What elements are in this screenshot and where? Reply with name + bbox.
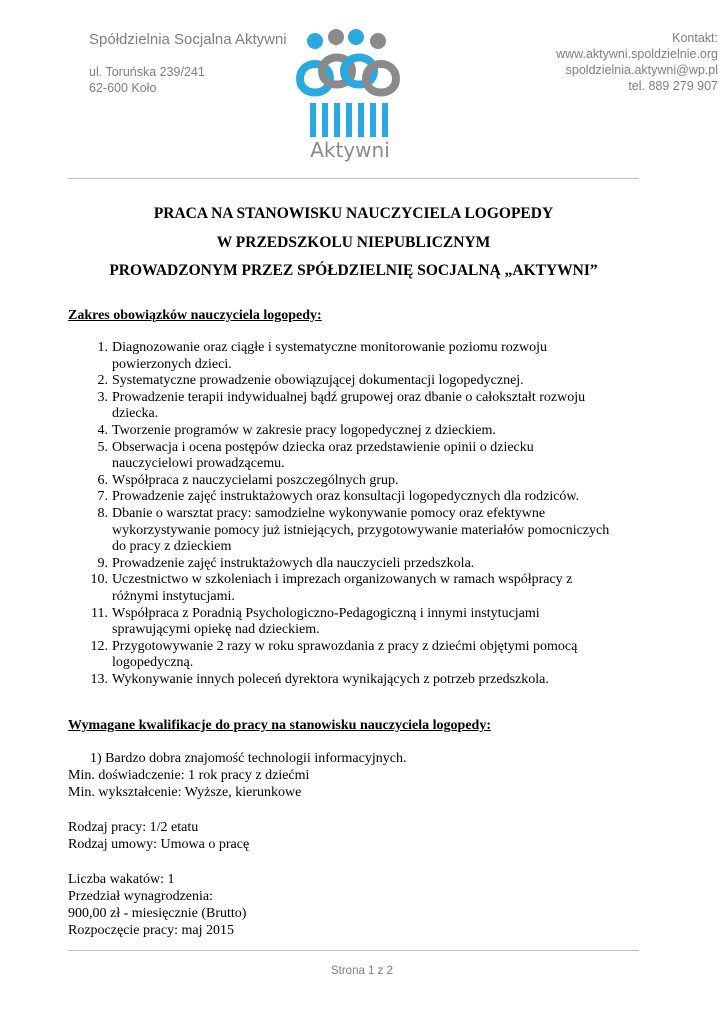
duty-text-line: dziecka.	[112, 406, 159, 422]
title-line-3: PROWADZONYM PRZEZ SPÓŁDZIELNIĘ SOCJALNĄ „AKTYWNI”	[109, 262, 598, 279]
header-org-block	[89, 30, 287, 96]
duty-number: 12.	[90, 638, 108, 654]
duty-text-line: do pracy z dzieckiem	[112, 539, 232, 555]
min-experience: Min. doświadczenie: 1 rok pracy z dziećmi	[68, 768, 310, 783]
duty-item	[68, 440, 640, 473]
duty-item	[68, 556, 640, 573]
duty-number: 11.	[91, 605, 108, 621]
org-name: Spółdzielnia Socjalna Aktywni	[89, 31, 287, 48]
page-number: Strona 1 z 2	[330, 965, 393, 977]
duty-text-line: Uczestnictwo w szkoleniach i imprezach organizowanych w ramach współpracy z	[112, 572, 573, 588]
duty-item	[68, 506, 640, 556]
duty-text-line: logopedyczną.	[112, 655, 194, 671]
duties-heading: Zakres obowiązków nauczyciela logopedy:	[68, 308, 322, 323]
duty-text-line: Współpraca z nauczycielami poszczególnych grup.	[112, 472, 399, 488]
duty-text-line: Tworzenie programów w zakresie pracy logopedycznej z dzieckiem.	[112, 422, 496, 438]
qualifications-heading: Wymagane kwalifikacje do pracy na stanowisku nauczyciela logopedy:	[68, 718, 491, 733]
address-city: 62-600 Koło	[89, 81, 157, 95]
duty-text-line: Prowadzenie zajęć instruktażowych oraz konsultacji logopedycznych dla rodziców.	[112, 489, 580, 505]
duty-number: 5.	[97, 439, 108, 455]
duty-text-line: Systematyczne prowadzenie obowiązującej dokumentacji logopedycznej.	[112, 373, 524, 389]
duty-text-line: Dbanie o warsztat pracy: samodzielne wykonywanie pomocy oraz efektywne	[112, 505, 546, 521]
duty-item	[68, 606, 640, 639]
duty-text-line: Obserwacja i ocena postępów dziecka oraz przedstawienie opinii o dziecku	[112, 439, 534, 455]
duty-number: 10.	[90, 572, 108, 588]
duties-list	[68, 340, 640, 688]
duty-number: 2.	[97, 373, 108, 389]
duty-text-line: nauczycielowi prowadzącemu.	[112, 456, 285, 472]
duty-item	[68, 489, 640, 506]
qualification-item-1: 1) Bardzo dobra znajomość technologii informacyjnych.	[90, 751, 407, 766]
duty-number: 1.	[97, 340, 108, 355]
logo-text: Aktywni	[310, 138, 390, 162]
duty-text-line: Przygotowywanie 2 razy w roku sprawozdania z pracy z dziećmi objętymi pomocą	[112, 638, 578, 654]
contract-type: Rodzaj umowy: Umowa o pracę	[68, 837, 250, 852]
duty-number: 9.	[97, 555, 108, 571]
address-street: ul. Toruńska 239/241	[89, 65, 205, 79]
duty-text-line: powierzonych dzieci.	[112, 356, 232, 372]
title-line-2: W PRZEDSZKOLU NIEPUBLICZNYM	[216, 233, 491, 251]
duty-item	[68, 473, 640, 490]
header-contact-block	[556, 30, 718, 94]
duty-text-line: Diagnozowanie oraz ciągłe i systematyczne monitorowanie poziomu rozwoju	[112, 340, 548, 355]
duty-number: 8.	[97, 505, 108, 521]
duty-item	[68, 390, 640, 423]
min-education: Min. wykształcenie: Wyższe, kierunkowe	[68, 785, 302, 800]
vacancies: Liczba wakatów: 1	[68, 872, 175, 887]
duty-item	[68, 572, 640, 605]
duty-text-line: różnymi instytucjami.	[112, 588, 235, 604]
duty-item	[68, 373, 640, 390]
duty-text-line: sprawującymi opiekę nad dzieckiem.	[112, 622, 320, 638]
duty-item	[68, 639, 640, 672]
duty-number: 7.	[97, 489, 108, 505]
document-title	[68, 200, 639, 286]
duty-number: 4.	[97, 422, 108, 438]
qualifications-block	[68, 750, 638, 939]
salary-label: Przedział wynagrodzenia:	[68, 889, 213, 904]
duty-item	[68, 672, 640, 689]
salary-value: 900,00 zł - miesięcznie (Brutto)	[68, 906, 247, 921]
contact-phone: tel. 889 279 907	[628, 79, 718, 93]
contact-email[interactable]: spoldzielnia.aktywni@wp.pl	[565, 63, 718, 77]
contact-website[interactable]: www.aktywni.spoldzielnie.org	[556, 47, 718, 61]
duty-text-line: Współpraca z Poradnią Psychologiczno-Pedagogiczną i innymi instytucjami	[112, 605, 540, 621]
header-divider	[68, 178, 639, 179]
duty-text-line: Prowadzenie zajęć instruktażowych dla nauczycieli przedszkola.	[112, 555, 475, 571]
duty-item	[68, 423, 640, 440]
duty-number: 13.	[90, 671, 108, 687]
work-type: Rodzaj pracy: 1/2 etatu	[68, 820, 199, 835]
duty-text-line: wykorzystywanie pomocy już istniejących, przygotowywanie materiałów pomocniczych	[112, 522, 610, 538]
footer-divider	[68, 950, 639, 951]
duty-number: 6.	[97, 472, 108, 488]
start-date: Rozpoczęcie pracy: maj 2015	[68, 923, 234, 938]
duty-number: 3.	[97, 389, 108, 405]
people-chain-logo-icon	[290, 27, 410, 162]
contact-label: Kontakt:	[672, 31, 718, 45]
duty-text-line: Prowadzenie terapii indywidualnej bądź grupowej oraz dbanie o całokształt rozwoju	[112, 389, 586, 405]
title-line-1: PRACA NA STANOWISKU NAUCZYCIELA LOGOPEDY	[153, 205, 554, 222]
duty-text-line: Wykonywanie innych poleceń dyrektora wynikających z potrzeb przedszkola.	[112, 671, 549, 687]
duty-item	[68, 340, 640, 373]
